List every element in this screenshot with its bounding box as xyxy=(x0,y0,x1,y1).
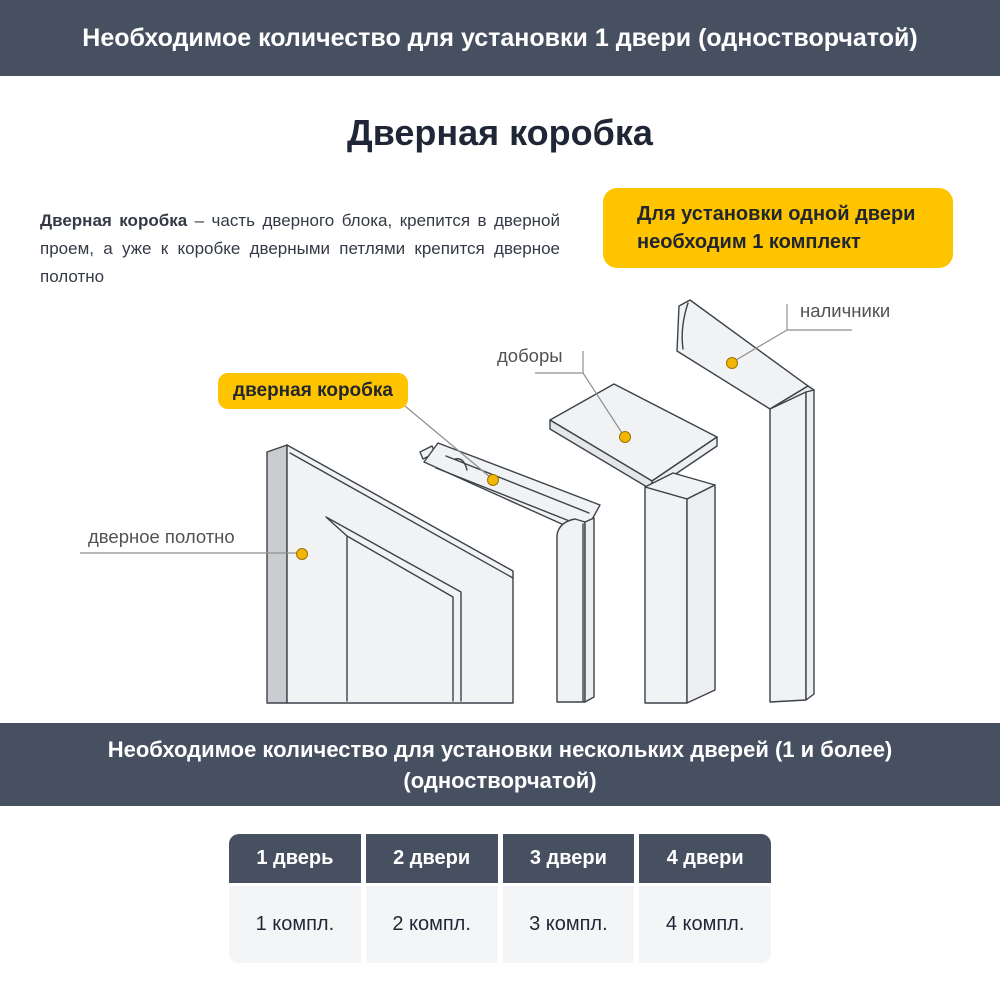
extensions-label: доборы xyxy=(497,345,563,366)
bottom-banner-line2: (одностворчатой) xyxy=(403,767,597,793)
table-header-cell: 2 двери xyxy=(366,834,498,883)
door-frame-label: дверная коробка xyxy=(218,373,408,409)
table-value-cell: 2 компл. xyxy=(366,886,498,963)
table-value-cell: 4 компл. xyxy=(639,886,771,963)
table-header-row xyxy=(229,834,771,883)
page-title: Дверная коробка xyxy=(347,112,653,153)
door-frame-marker-dot xyxy=(488,475,499,486)
casings-marker-dot xyxy=(727,358,738,369)
table-header-cell: 1 дверь xyxy=(229,834,361,883)
table-value-cell: 3 компл. xyxy=(503,886,635,963)
extensions-marker-dot xyxy=(620,432,631,443)
description-lead: Дверная коробка xyxy=(40,211,188,230)
table-header-cell: 3 двери xyxy=(503,834,635,883)
info-box-line1: Для установки одной двери xyxy=(637,203,916,225)
info-box-line2: необходим 1 комплект xyxy=(637,231,861,253)
bottom-banner xyxy=(0,723,1000,806)
table-value-cell: 1 компл. xyxy=(229,886,361,963)
table-body-row xyxy=(229,886,771,963)
description-rest: – часть дверного блока, крепится в дверной проем, а уже к коробке дверными петлями крепится дверное полотно xyxy=(40,211,560,286)
bottom-banner-line1: Необходимое количество для установки нескольких дверей (1 и более) xyxy=(107,736,893,762)
casings-label: наличники xyxy=(800,300,891,321)
door-leaf-label: дверное полотно xyxy=(88,526,235,547)
top-banner-text: Необходимое количество для установки 1 двери (одностворчатой) xyxy=(82,23,918,52)
table-header-cell: 4 двери xyxy=(639,834,771,883)
quantity-table xyxy=(229,834,771,963)
door-leaf-marker-dot xyxy=(297,549,308,560)
